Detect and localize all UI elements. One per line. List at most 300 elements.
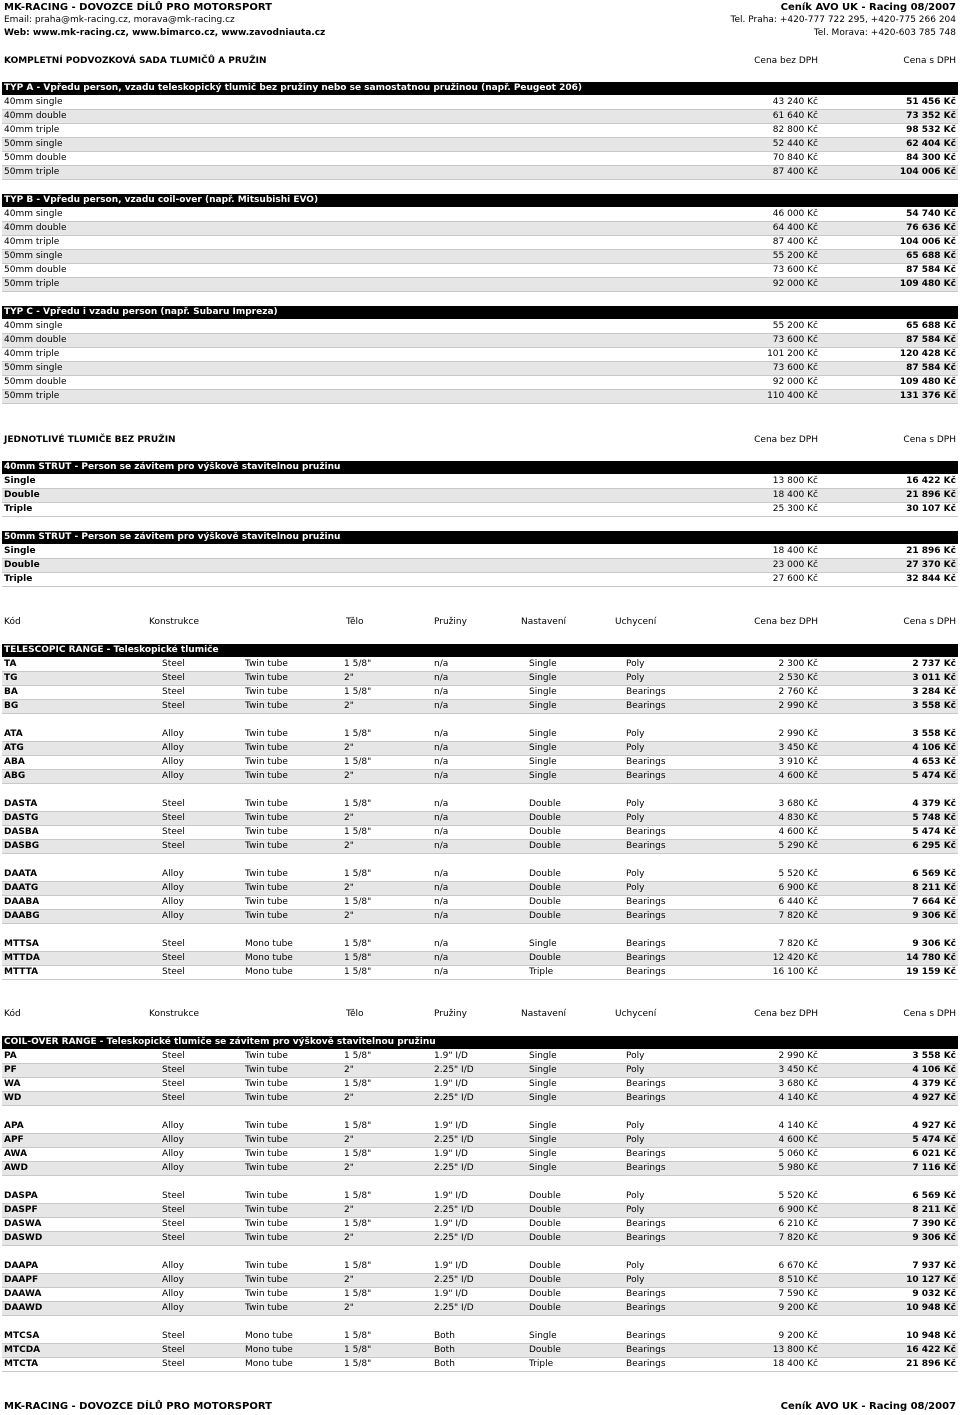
mount: Bearings [626, 897, 666, 907]
product-code: DAATG [4, 883, 39, 893]
mount: Bearings [626, 841, 666, 851]
row-label: 40mm single [4, 97, 63, 107]
product-row [2, 910, 958, 924]
mounting-type: Single [529, 673, 557, 683]
product-row [2, 1078, 958, 1092]
price-gross: 10 948 Kč [906, 1331, 956, 1341]
price-net: 87 400 Kč [772, 237, 818, 247]
construction: Alloy [162, 1275, 184, 1285]
price-net: 4 600 Kč [778, 771, 818, 781]
spring-size: 1 5/8" [344, 939, 372, 949]
column-header: Cena bez DPH [754, 1009, 818, 1019]
product-code: DAABG [4, 911, 40, 921]
price-gross: 8 211 Kč [912, 1205, 956, 1215]
mount: Poly [626, 1121, 645, 1131]
price-net: 7 820 Kč [778, 939, 818, 949]
price-net: 46 000 Kč [772, 209, 818, 219]
mount: Bearings [626, 827, 666, 837]
construction: Steel [162, 1093, 185, 1103]
spring-size: 1 5/8" [344, 869, 372, 879]
product-row [2, 1344, 958, 1358]
adjustment: n/a [434, 939, 449, 949]
kit-col-gross: Cena s DPH [903, 56, 956, 66]
row-label: 50mm triple [4, 391, 60, 401]
price-net: 2 760 Kč [778, 687, 818, 697]
column-header: Konstrukce [149, 617, 199, 627]
row-label: Double [4, 490, 40, 500]
price-gross: 4 653 Kč [912, 757, 956, 767]
price-net: 61 640 Kč [772, 111, 818, 121]
mounting-type: Double [529, 869, 561, 879]
product-code: DAAWD [4, 1303, 43, 1313]
price-net: 2 990 Kč [778, 701, 818, 711]
product-code: BG [4, 701, 19, 711]
price-gross: 109 480 Kč [899, 377, 956, 387]
construction: Alloy [162, 897, 184, 907]
mount: Poly [626, 1191, 645, 1201]
adjustment: Both [434, 1359, 455, 1369]
construction: Steel [162, 1345, 185, 1355]
range-title: TELESCOPIC RANGE - Teleskopické tlumiče [4, 645, 219, 655]
price-gross: 4 379 Kč [912, 799, 956, 809]
adjustment: 2.25" I/D [434, 1135, 474, 1145]
product-row [2, 756, 958, 770]
adjustment: 1.9" I/D [434, 1261, 468, 1271]
product-code: AWD [4, 1163, 28, 1173]
product-code: TG [4, 673, 18, 683]
adjustment: n/a [434, 841, 449, 851]
table-row [2, 573, 958, 587]
price-gross: 51 456 Kč [906, 97, 956, 107]
mounting-type: Double [529, 1219, 561, 1229]
spring-size: 2" [344, 673, 354, 683]
body-type: Twin tube [245, 673, 288, 683]
row-label: 50mm single [4, 363, 63, 373]
body-type: Mono tube [245, 1331, 293, 1341]
price-gross: 4 106 Kč [912, 743, 956, 753]
price-gross: 104 006 Kč [899, 237, 956, 247]
mounting-type: Single [529, 743, 557, 753]
body-type: Twin tube [245, 1205, 288, 1215]
body-type: Mono tube [245, 953, 293, 963]
product-code: APF [4, 1135, 24, 1145]
construction: Alloy [162, 1121, 184, 1131]
price-gross: 6 295 Kč [912, 841, 956, 851]
product-code: DASTA [4, 799, 38, 809]
price-gross: 5 748 Kč [912, 813, 956, 823]
table-row [2, 559, 958, 573]
body-type: Twin tube [245, 687, 288, 697]
mounting-type: Single [529, 1149, 557, 1159]
price-gross: 5 474 Kč [912, 1135, 956, 1145]
product-code: DASBA [4, 827, 39, 837]
spring-size: 1 5/8" [344, 687, 372, 697]
product-code: DASWA [4, 1219, 42, 1229]
product-row [2, 826, 958, 840]
spring-size: 1 5/8" [344, 659, 372, 669]
product-code: MTTTA [4, 967, 39, 977]
price-net: 13 800 Kč [772, 476, 818, 486]
price-gross: 65 688 Kč [906, 321, 956, 331]
product-code: MTTDA [4, 953, 40, 963]
table-row [2, 166, 958, 180]
adjustment: n/a [434, 883, 449, 893]
body-type: Twin tube [245, 897, 288, 907]
spring-size: 1 5/8" [344, 1121, 372, 1131]
mount: Bearings [626, 757, 666, 767]
price-net: 3 450 Kč [778, 1065, 818, 1075]
column-header: Tělo [346, 1009, 364, 1019]
table-row [2, 278, 958, 292]
product-code: MTCTA [4, 1359, 39, 1369]
adjustment: 1.9" I/D [434, 1121, 468, 1131]
price-gross: 87 584 Kč [906, 265, 956, 275]
single-col-net: Cena bez DPH [754, 435, 818, 445]
mounting-type: Single [529, 1079, 557, 1089]
row-label: 40mm double [4, 111, 67, 121]
product-code: DASWD [4, 1233, 43, 1243]
price-net: 5 520 Kč [778, 869, 818, 879]
adjustment: n/a [434, 813, 449, 823]
price-gross: 6 569 Kč [912, 869, 956, 879]
row-label: 40mm single [4, 209, 63, 219]
price-net: 2 530 Kč [778, 673, 818, 683]
construction: Alloy [162, 1289, 184, 1299]
spring-size: 2" [344, 1093, 354, 1103]
price-gross: 7 390 Kč [912, 1219, 956, 1229]
price-net: 7 820 Kč [778, 1233, 818, 1243]
spring-size: 1 5/8" [344, 827, 372, 837]
body-type: Twin tube [245, 1233, 288, 1243]
spring-size: 2" [344, 701, 354, 711]
product-row [2, 742, 958, 756]
mount: Poly [626, 659, 645, 669]
table-row [2, 152, 958, 166]
price-gross: 21 896 Kč [906, 1359, 956, 1369]
price-gross: 9 306 Kč [912, 939, 956, 949]
column-header: Tělo [346, 617, 364, 627]
body-type: Twin tube [245, 701, 288, 711]
product-row [2, 938, 958, 952]
mounting-type: Double [529, 1205, 561, 1215]
price-gross: 6 569 Kč [912, 1191, 956, 1201]
mounting-type: Single [529, 771, 557, 781]
column-header: Pružiny [434, 617, 467, 627]
price-gross: 84 300 Kč [906, 153, 956, 163]
product-code: DASTG [4, 813, 39, 823]
spring-size: 1 5/8" [344, 1331, 372, 1341]
adjustment: Both [434, 1331, 455, 1341]
price-net: 52 440 Kč [772, 139, 818, 149]
mount: Poly [626, 799, 645, 809]
price-net: 4 600 Kč [778, 827, 818, 837]
spring-size: 2" [344, 1233, 354, 1243]
adjustment: n/a [434, 869, 449, 879]
body-type: Twin tube [245, 659, 288, 669]
row-label: 40mm triple [4, 349, 60, 359]
construction: Steel [162, 1051, 185, 1061]
adjustment: n/a [434, 911, 449, 921]
construction: Alloy [162, 729, 184, 739]
mount: Poly [626, 1135, 645, 1145]
price-gross: 21 896 Kč [906, 546, 956, 556]
row-label: 40mm double [4, 223, 67, 233]
price-gross: 54 740 Kč [906, 209, 956, 219]
product-code: DAAPA [4, 1261, 39, 1271]
product-row [2, 966, 958, 980]
price-net: 6 440 Kč [778, 897, 818, 907]
spring-size: 1 5/8" [344, 1051, 372, 1061]
body-type: Twin tube [245, 1191, 288, 1201]
price-net: 73 600 Kč [772, 335, 818, 345]
mounting-type: Single [529, 701, 557, 711]
spring-size: 1 5/8" [344, 1191, 372, 1201]
price-net: 18 400 Kč [772, 490, 818, 500]
construction: Alloy [162, 869, 184, 879]
mount: Bearings [626, 1345, 666, 1355]
mount: Poly [626, 729, 645, 739]
range-title-bar [2, 644, 958, 657]
price-gross: 16 422 Kč [906, 476, 956, 486]
column-header: Pružiny [434, 1009, 467, 1019]
price-net: 2 300 Kč [778, 659, 818, 669]
group-title-bar [2, 194, 958, 207]
product-code: DASPF [4, 1205, 38, 1215]
body-type: Twin tube [245, 1163, 288, 1173]
row-label: 50mm triple [4, 279, 60, 289]
price-gross: 19 159 Kč [906, 967, 956, 977]
adjustment: 2.25" I/D [434, 1093, 474, 1103]
price-gross: 4 106 Kč [912, 1065, 956, 1075]
price-gross: 4 379 Kč [912, 1079, 956, 1089]
product-row [2, 812, 958, 826]
mount: Poly [626, 883, 645, 893]
mount: Poly [626, 1205, 645, 1215]
spring-size: 1 5/8" [344, 1079, 372, 1089]
mount: Bearings [626, 1331, 666, 1341]
mounting-type: Single [529, 659, 557, 669]
body-type: Twin tube [245, 1289, 288, 1299]
mount: Bearings [626, 1163, 666, 1173]
price-net: 6 210 Kč [778, 1219, 818, 1229]
adjustment: 2.25" I/D [434, 1303, 474, 1313]
table-row [2, 124, 958, 138]
footer-pricelist: Ceník AVO UK - Racing 08/2007 [780, 1401, 956, 1412]
adjustment: 1.9" I/D [434, 1219, 468, 1229]
column-header: Cena s DPH [903, 1009, 956, 1019]
product-code: PA [4, 1051, 17, 1061]
price-gross: 76 636 Kč [906, 223, 956, 233]
price-gross: 109 480 Kč [899, 279, 956, 289]
price-net: 110 400 Kč [767, 391, 818, 401]
spring-size: 2" [344, 1275, 354, 1285]
mounting-type: Double [529, 897, 561, 907]
price-net: 3 450 Kč [778, 743, 818, 753]
price-net: 8 510 Kč [778, 1275, 818, 1285]
price-gross: 14 780 Kč [906, 953, 956, 963]
price-net: 23 000 Kč [772, 560, 818, 570]
mounting-type: Double [529, 883, 561, 893]
body-type: Twin tube [245, 1051, 288, 1061]
product-row [2, 1260, 958, 1274]
price-gross: 62 404 Kč [906, 139, 956, 149]
price-gross: 87 584 Kč [906, 335, 956, 345]
row-label: 40mm double [4, 335, 67, 345]
body-type: Twin tube [245, 757, 288, 767]
group-title: TYP C - Vpředu i vzadu person (např. Subaru Impreza) [4, 307, 278, 317]
price-net: 4 600 Kč [778, 1135, 818, 1145]
body-type: Twin tube [245, 869, 288, 879]
company-name: MK-RACING - DOVOZCE DÍLŮ PRO MOTORSPORT [4, 2, 272, 13]
body-type: Twin tube [245, 1261, 288, 1271]
spring-size: 2" [344, 1065, 354, 1075]
product-row [2, 1302, 958, 1316]
price-net: 18 400 Kč [772, 1359, 818, 1369]
contact-web: Web: www.mk-racing.cz, www.bimarco.cz, www.zavodniauta.cz [4, 28, 326, 38]
price-net: 5 520 Kč [778, 1191, 818, 1201]
table-row [2, 475, 958, 489]
construction: Alloy [162, 1149, 184, 1159]
column-header: Cena bez DPH [754, 617, 818, 627]
mount: Poly [626, 1261, 645, 1271]
body-type: Twin tube [245, 813, 288, 823]
body-type: Twin tube [245, 827, 288, 837]
table-row [2, 138, 958, 152]
spring-size: 1 5/8" [344, 1261, 372, 1271]
price-gross: 9 306 Kč [912, 911, 956, 921]
spring-size: 2" [344, 1205, 354, 1215]
price-net: 9 200 Kč [778, 1303, 818, 1313]
group-title: TYP B - Vpředu person, vzadu coil-over (např. Mitsubishi EVO) [4, 195, 319, 205]
column-header: Konstrukce [149, 1009, 199, 1019]
product-row [2, 1218, 958, 1232]
adjustment: 1.9" I/D [434, 1051, 468, 1061]
price-gross: 2 737 Kč [912, 659, 956, 669]
product-code: DAATA [4, 869, 38, 879]
mount: Poly [626, 743, 645, 753]
group-title-bar [2, 461, 958, 474]
body-type: Twin tube [245, 1149, 288, 1159]
mount: Bearings [626, 1079, 666, 1089]
price-net: 3 680 Kč [778, 1079, 818, 1089]
mount: Poly [626, 1051, 645, 1061]
adjustment: 1.9" I/D [434, 1191, 468, 1201]
product-row [2, 1330, 958, 1344]
construction: Steel [162, 1205, 185, 1215]
body-type: Twin tube [245, 771, 288, 781]
price-net: 6 670 Kč [778, 1261, 818, 1271]
product-row [2, 1190, 958, 1204]
product-row [2, 1050, 958, 1064]
price-gross: 87 584 Kč [906, 363, 956, 373]
adjustment: 2.25" I/D [434, 1065, 474, 1075]
price-gross: 120 428 Kč [899, 349, 956, 359]
adjustment: n/a [434, 729, 449, 739]
spring-size: 1 5/8" [344, 799, 372, 809]
mount: Bearings [626, 953, 666, 963]
mount: Bearings [626, 1233, 666, 1243]
product-row [2, 1162, 958, 1176]
price-net: 4 140 Kč [778, 1121, 818, 1131]
construction: Steel [162, 967, 185, 977]
adjustment: n/a [434, 953, 449, 963]
adjustment: 1.9" I/D [434, 1289, 468, 1299]
construction: Alloy [162, 883, 184, 893]
price-net: 87 400 Kč [772, 167, 818, 177]
construction: Steel [162, 1191, 185, 1201]
adjustment: 2.25" I/D [434, 1163, 474, 1173]
adjustment: n/a [434, 897, 449, 907]
table-row [2, 334, 958, 348]
product-code: WA [4, 1079, 21, 1089]
spring-size: 1 5/8" [344, 953, 372, 963]
construction: Alloy [162, 771, 184, 781]
column-header: Kód [4, 617, 21, 627]
price-net: 27 600 Kč [772, 574, 818, 584]
construction: Steel [162, 841, 185, 851]
adjustment: n/a [434, 673, 449, 683]
product-code: DASPA [4, 1191, 38, 1201]
mounting-type: Single [529, 729, 557, 739]
mounting-type: Double [529, 1261, 561, 1271]
table-row [2, 236, 958, 250]
mounting-type: Double [529, 1191, 561, 1201]
price-net: 55 200 Kč [772, 251, 818, 261]
product-code: MTTSA [4, 939, 39, 949]
body-type: Twin tube [245, 911, 288, 921]
price-gross: 30 107 Kč [906, 504, 956, 514]
spring-size: 2" [344, 911, 354, 921]
table-row [2, 320, 958, 334]
adjustment: n/a [434, 743, 449, 753]
construction: Steel [162, 1079, 185, 1089]
construction: Alloy [162, 1163, 184, 1173]
adjustment: 2.25" I/D [434, 1205, 474, 1215]
mount: Poly [626, 1275, 645, 1285]
construction: Steel [162, 939, 185, 949]
price-net: 13 800 Kč [772, 1345, 818, 1355]
mounting-type: Single [529, 1163, 557, 1173]
product-code: ABG [4, 771, 26, 781]
range-title: COIL-OVER RANGE - Teleskopické tlumiče se závitem pro výškově stavitelnou pružinu [4, 1037, 436, 1047]
price-net: 5 060 Kč [778, 1149, 818, 1159]
spring-size: 2" [344, 813, 354, 823]
price-gross: 73 352 Kč [906, 111, 956, 121]
construction: Steel [162, 673, 185, 683]
product-row [2, 798, 958, 812]
construction: Alloy [162, 1303, 184, 1313]
column-header: Cena s DPH [903, 617, 956, 627]
group-title: TYP A - Vpředu person, vzadu teleskopický tlumič bez pružiny nebo se samostatnou pružinou (např. Peugeot 206) [4, 83, 582, 93]
row-label: Single [4, 546, 36, 556]
body-type: Twin tube [245, 1079, 288, 1089]
construction: Steel [162, 1219, 185, 1229]
spring-size: 2" [344, 1135, 354, 1145]
construction: Steel [162, 827, 185, 837]
price-gross: 32 844 Kč [906, 574, 956, 584]
price-net: 73 600 Kč [772, 265, 818, 275]
price-gross: 9 306 Kč [912, 1233, 956, 1243]
table-row [2, 110, 958, 124]
price-net: 9 200 Kč [778, 1331, 818, 1341]
product-row [2, 1064, 958, 1078]
group-title-bar [2, 531, 958, 544]
spring-size: 1 5/8" [344, 729, 372, 739]
phone-praha: Tel. Praha: +420-777 722 295, +420-775 266 204 [730, 15, 956, 25]
price-gross: 7 937 Kč [912, 1261, 956, 1271]
adjustment: Both [434, 1345, 455, 1355]
body-type: Twin tube [245, 729, 288, 739]
